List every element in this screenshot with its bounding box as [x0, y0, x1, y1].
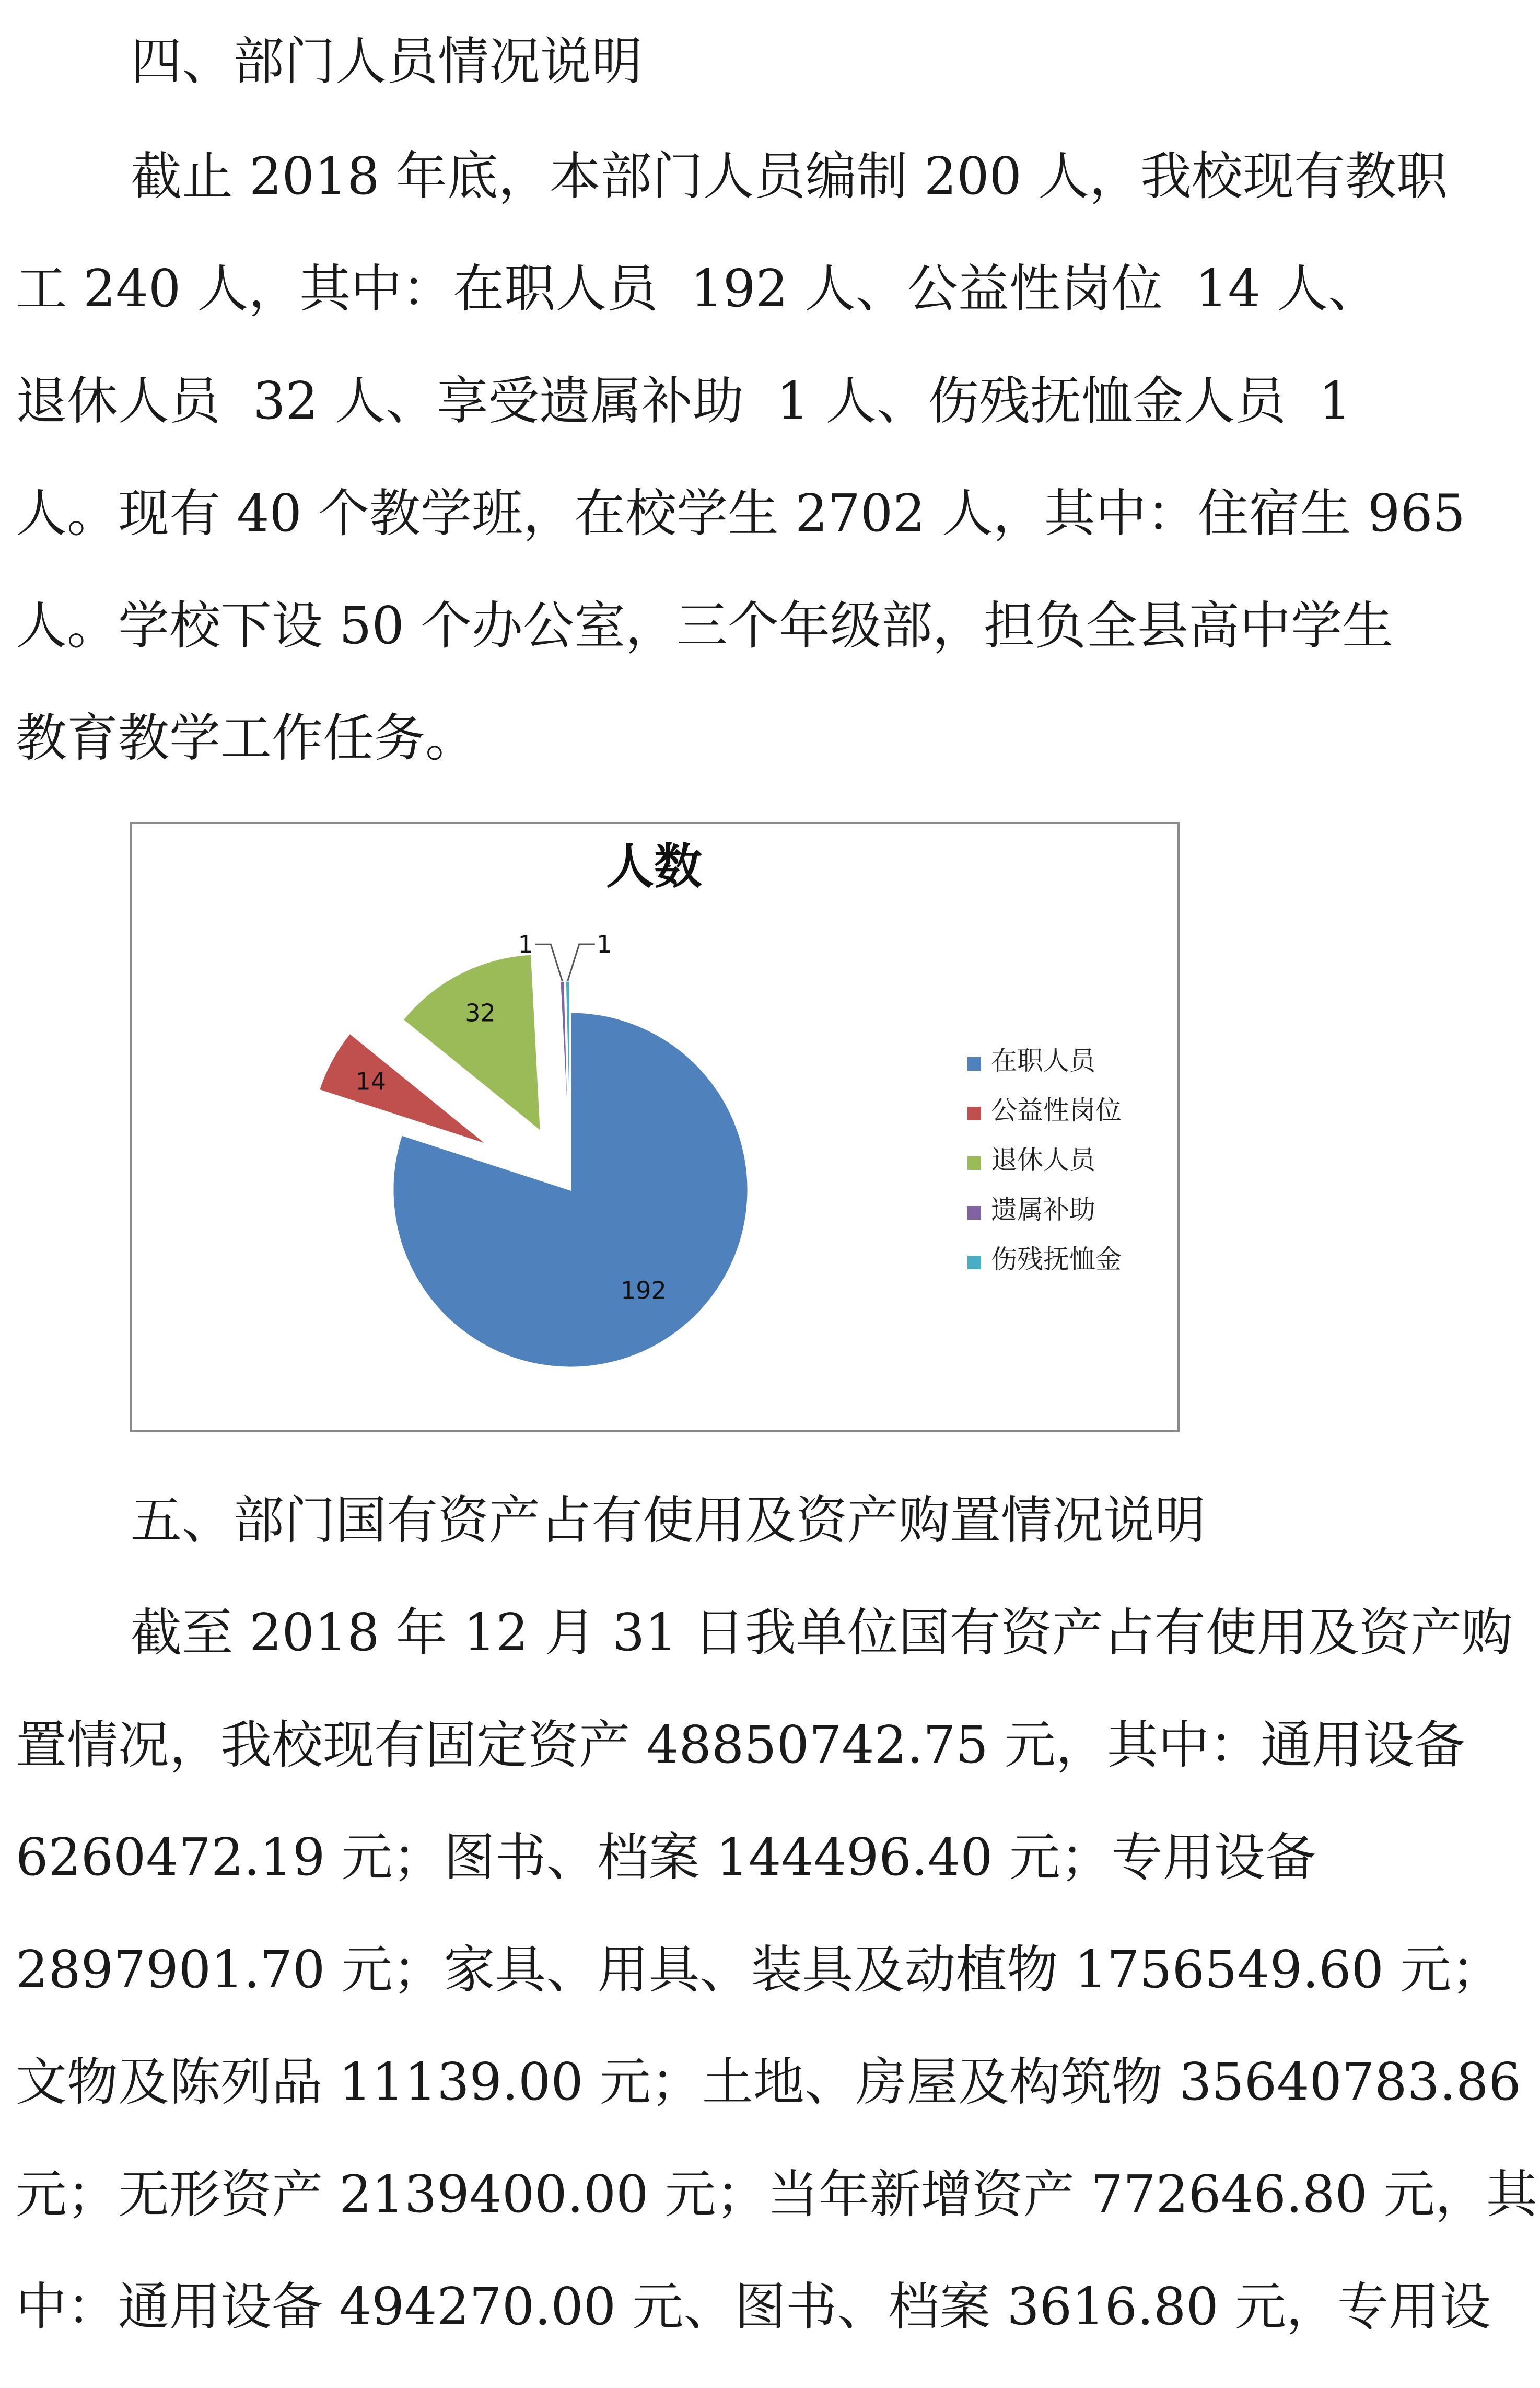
paragraph-line: 人。学校下设 50 个办公室，三个年级部，担负全县高中学生 — [16, 596, 1394, 656]
paragraph-line: 教育教学工作任务。 — [16, 709, 477, 768]
legend-swatch-3 — [967, 1156, 981, 1170]
paragraph-line: 2897901.70 元；家具、用具、装具及动植物 1756549.60 元； — [16, 1940, 1503, 2000]
pie-chart — [130, 822, 1180, 1432]
legend-label-1: 在职人员 — [991, 1046, 1095, 1076]
paragraph-line: 人。现有 40 个教学班，在校学生 2702 人，其中：住宿生 965 — [16, 484, 1465, 543]
legend-swatch-1 — [967, 1057, 981, 1071]
paragraph-line: 6260472.19 元；图书、档案 144496.40 元；专用设备 — [16, 1828, 1316, 1887]
paragraph-line: 置情况，我校现有固定资产 48850742.75 元，其中：通用设备 — [16, 1715, 1465, 1775]
paragraph-line: 退休人员 32 人、享受遗属补助 1 人、伤残抚恤金人员 1 — [16, 372, 1351, 431]
paragraph-line: 截止 2018 年底，本部门人员编制 200 人，我校现有教职 — [131, 147, 1448, 206]
pie-chart-svg — [132, 824, 1177, 1430]
leader-line-4 — [535, 944, 562, 981]
data-label-2: 14 — [355, 1067, 386, 1096]
paragraph-line: 文物及陈列品 11139.00 元；土地、房屋及构筑物 35640783.86 — [16, 2053, 1521, 2112]
legend-label-2: 公益性岗位 — [991, 1095, 1122, 1126]
legend-swatch-4 — [967, 1206, 981, 1220]
legend-swatch-2 — [967, 1107, 981, 1120]
legend-swatch-5 — [967, 1256, 981, 1269]
paragraph-line: 工 240 人，其中：在职人员 192 人、公益性岗位 14 人、 — [16, 259, 1380, 319]
leader-line-5 — [568, 944, 595, 981]
paragraph-line: 元；无形资产 2139400.00 元；当年新增资产 772646.80 元，其 — [16, 2165, 1537, 2224]
data-label-4: 1 — [518, 930, 533, 959]
data-label-3: 32 — [465, 999, 496, 1027]
chart-title: 人数 — [605, 839, 703, 895]
section-4-heading: 四、部门人员情况说明 — [131, 32, 643, 91]
legend-label-5: 伤残抚恤金 — [991, 1244, 1122, 1274]
section-5-heading: 五、部门国有资产占有使用及资产购置情况说明 — [131, 1491, 1206, 1550]
legend-label-3: 退休人员 — [991, 1145, 1095, 1175]
data-label-1: 192 — [620, 1276, 667, 1305]
data-label-5: 1 — [597, 930, 612, 959]
paragraph-line: 中：通用设备 494270.00 元、图书、档案 3616.80 元，专用设 — [16, 2277, 1491, 2337]
legend-label-4: 遗属补助 — [991, 1195, 1095, 1225]
paragraph-line: 截至 2018 年 12 月 31 日我单位国有资产占有使用及资产购 — [131, 1603, 1513, 1663]
